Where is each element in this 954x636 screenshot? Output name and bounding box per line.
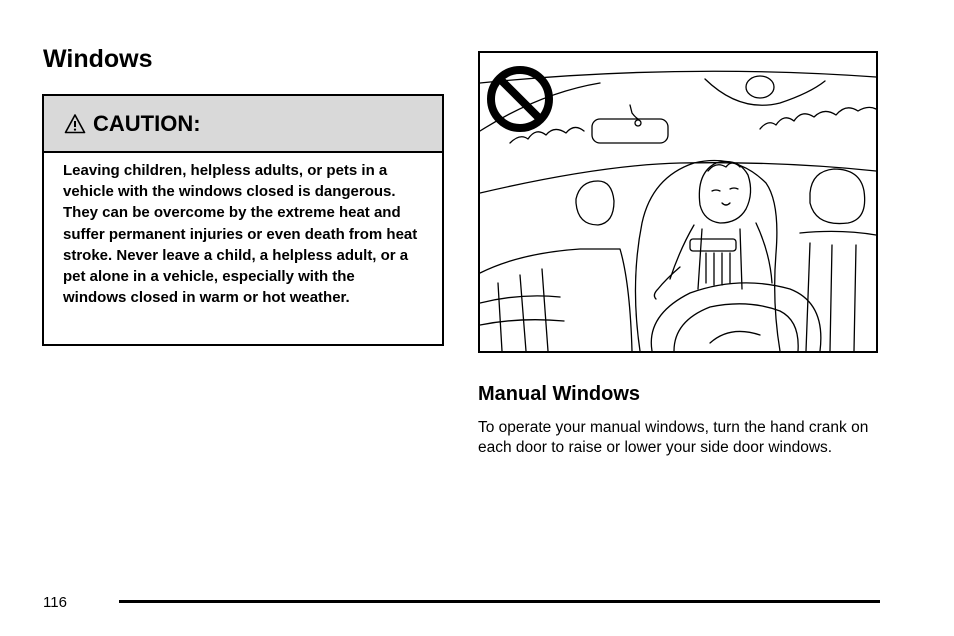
manual-windows-text: To operate your manual windows, turn the hand crank on each door to raise or lower your side door windows. (478, 419, 869, 456)
right-seat (800, 231, 876, 351)
caution-label: CAUTION: (93, 110, 201, 136)
harness-clip (690, 239, 736, 251)
harness-right (740, 229, 742, 289)
dashboard-line (480, 163, 876, 193)
warning-triangle-icon (64, 113, 86, 135)
section-title: Windows (43, 45, 153, 73)
child-in-car-illustration (478, 51, 878, 353)
dome-light (705, 79, 825, 105)
harness-left (698, 229, 702, 289)
manual-windows-heading: Manual Windows (478, 383, 641, 405)
rearview-mirror (592, 119, 668, 143)
sun-visor-circle (746, 76, 774, 98)
right-headrest (810, 169, 865, 224)
treeline-right (760, 107, 876, 129)
caution-box (42, 94, 444, 346)
child-arm (654, 267, 680, 299)
car-interior-drawing (480, 53, 876, 351)
left-headrest (576, 181, 614, 225)
page-number: 116 (43, 594, 67, 611)
left-seat (480, 249, 632, 351)
child-body (670, 223, 772, 283)
steering-wheel (651, 283, 821, 351)
caution-header (44, 96, 442, 153)
child-seat (635, 161, 780, 352)
mirror-stem (630, 105, 638, 119)
child-head (699, 162, 750, 224)
caution-text: Leaving children, helpless adults, or pets in a vehicle with the windows closed is dangerous. They can be overcome by the extreme heat and suffer permanent injuries or even death from heat stroke. Never leave a child, a helpless adult, or a pet alone in a vehicle, especially with the windows closed in warm or hot weather. (63, 162, 418, 307)
footer-rule (119, 600, 880, 603)
